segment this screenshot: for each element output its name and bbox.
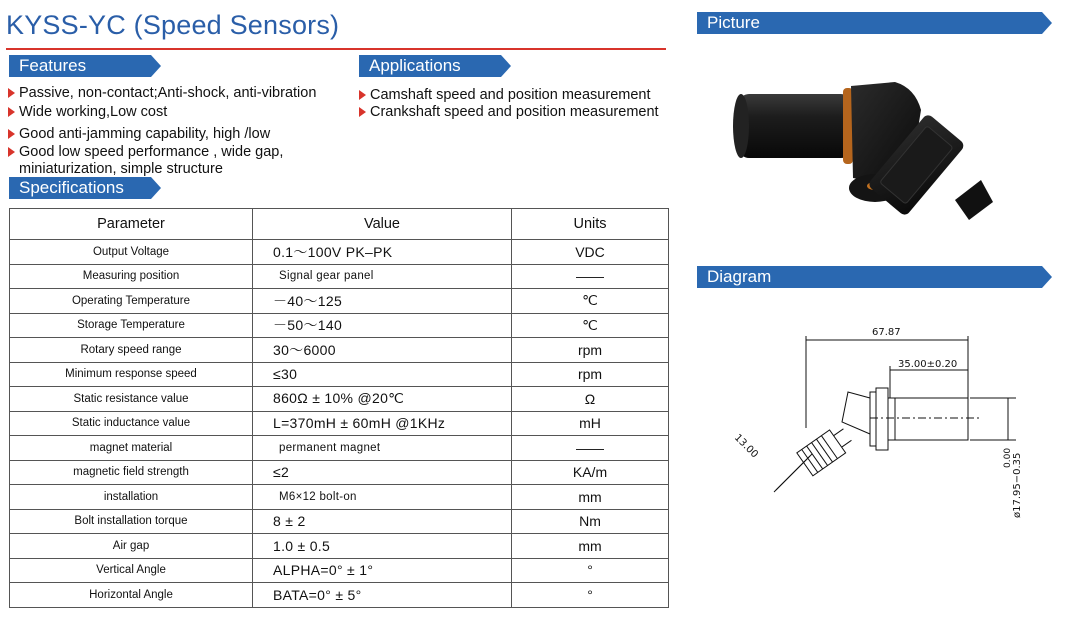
dim-connector: 13.00 <box>731 432 760 461</box>
dim-diameter: ø17.95−0.35 <box>1012 452 1023 518</box>
spec-unit: rpm <box>512 338 669 363</box>
spec-value: BATA=0° ± 5° <box>253 583 512 608</box>
spec-param: Bolt installation torque <box>10 509 253 534</box>
spec-value: －40～125 <box>253 289 512 314</box>
feature-item: Wide working,Low cost <box>7 104 352 121</box>
spec-param: installation <box>10 485 253 510</box>
spec-unit: VDC <box>512 240 669 265</box>
spec-row <box>10 558 669 583</box>
spec-param: Rotary speed range <box>10 338 253 363</box>
header-parameter: Parameter <box>10 209 253 240</box>
spec-value: 860Ω ± 10% @20℃ <box>253 387 512 412</box>
spec-unit: Ω <box>512 387 669 412</box>
dimension-diagram <box>720 318 1060 528</box>
spec-param: Air gap <box>10 534 253 559</box>
spec-row <box>10 289 669 314</box>
spec-param: Operating Temperature <box>10 289 253 314</box>
spec-value: 0.1～100V PK–PK <box>253 240 512 265</box>
features-banner: Features <box>9 55 151 77</box>
dim-body-length: 35.00±0.20 <box>898 359 958 370</box>
features-list <box>7 85 352 178</box>
spec-value: 8 ± 2 <box>253 509 512 534</box>
spec-value: 30～6000 <box>253 338 512 363</box>
spec-row <box>10 460 669 485</box>
spec-param: Static inductance value <box>10 411 253 436</box>
header-units: Units <box>512 209 669 240</box>
application-item: Camshaft speed and position measurement <box>358 87 688 104</box>
spec-row <box>10 411 669 436</box>
spec-unit: mm <box>512 485 669 510</box>
spec-param: Minimum response speed <box>10 362 253 387</box>
spec-row <box>10 485 669 510</box>
application-item: Crankshaft speed and position measurement <box>358 104 688 121</box>
spec-value: ALPHA=0° ± 1° <box>253 558 512 583</box>
spec-unit: ℃ <box>512 289 669 314</box>
spec-param: Horizontal Angle <box>10 583 253 608</box>
spec-row <box>10 534 669 559</box>
specifications-banner: Specifications <box>9 177 151 199</box>
page-title: KYSS-YC (Speed Sensors) <box>6 10 340 40</box>
picture-banner: Picture <box>697 12 1042 34</box>
spec-unit: ° <box>512 583 669 608</box>
feature-item: Passive, non-contact;Anti-shock, anti-vibration <box>7 85 352 102</box>
dim-overall-length: 67.87 <box>872 327 901 338</box>
spec-unit: mm <box>512 534 669 559</box>
spec-value: M6×12 bolt-on <box>253 485 512 510</box>
applications-banner: Applications <box>359 55 501 77</box>
spec-value: 1.0 ± 0.5 <box>253 534 512 559</box>
spec-unit: mH <box>512 411 669 436</box>
dim-diameter-tolerance: 0.00 <box>1003 447 1013 468</box>
feature-item: Good anti-jamming capability, high /low <box>7 126 352 143</box>
diagram-banner: Diagram <box>697 266 1042 288</box>
spec-value: L=370mH ± 60mH @1KHz <box>253 411 512 436</box>
spec-unit: ℃ <box>512 313 669 338</box>
spec-param: Vertical Angle <box>10 558 253 583</box>
spec-unit: KA/m <box>512 460 669 485</box>
spec-param: Storage Temperature <box>10 313 253 338</box>
spec-param: magnet material <box>10 436 253 461</box>
spec-row <box>10 264 669 289</box>
spec-row <box>10 387 669 412</box>
spec-row <box>10 362 669 387</box>
applications-list <box>358 87 688 121</box>
spec-value: Signal gear panel <box>253 264 512 289</box>
spec-row <box>10 509 669 534</box>
feature-item: Good low speed performance , wide gap, <box>7 144 352 161</box>
spec-row <box>10 313 669 338</box>
spec-table <box>9 208 669 608</box>
spec-row <box>10 436 669 461</box>
spec-param: magnetic field strength <box>10 460 253 485</box>
spec-param: Output Voltage <box>10 240 253 265</box>
spec-value: ≤30 <box>253 362 512 387</box>
spec-value: permanent magnet <box>253 436 512 461</box>
feature-item-continued: miniaturization, simple structure <box>19 161 223 177</box>
spec-table-header <box>10 209 669 240</box>
spec-unit: —— <box>512 436 669 461</box>
spec-row <box>10 240 669 265</box>
spec-unit: rpm <box>512 362 669 387</box>
header-value: Value <box>253 209 512 240</box>
spec-row <box>10 338 669 363</box>
spec-unit: —— <box>512 264 669 289</box>
spec-param: Static resistance value <box>10 387 253 412</box>
spec-row <box>10 583 669 608</box>
spec-param: Measuring position <box>10 264 253 289</box>
spec-value: －50～140 <box>253 313 512 338</box>
title-divider <box>6 48 666 50</box>
sensor-photo <box>725 60 1025 240</box>
spec-unit: ° <box>512 558 669 583</box>
spec-unit: Nm <box>512 509 669 534</box>
spec-value: ≤2 <box>253 460 512 485</box>
